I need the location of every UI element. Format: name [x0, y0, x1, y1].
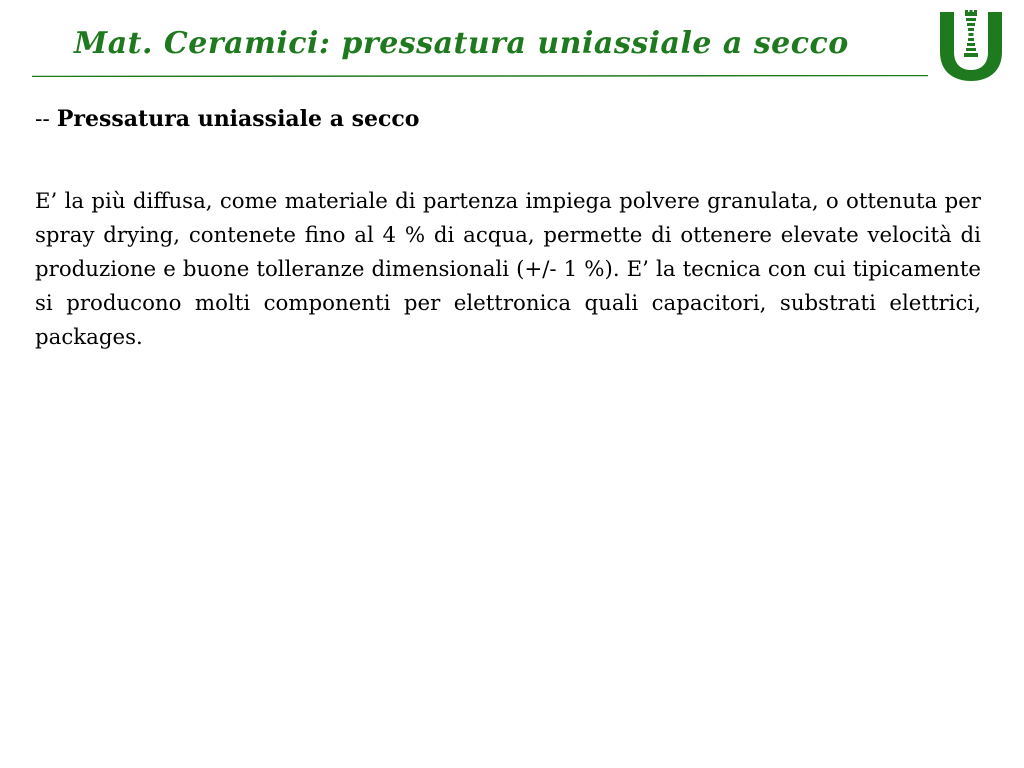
slide-title: Mat. Ceramici: pressatura uniassiale a secco [74, 26, 849, 61]
logo-tower-band-7 [966, 48, 976, 51]
logo-tower-base [964, 53, 978, 57]
logo-u-shape [940, 12, 1002, 81]
logo-tower-band-4 [969, 33, 974, 36]
logo-tower-band-1 [966, 18, 976, 21]
subtitle-dash: -- [35, 107, 50, 132]
logo-tower-band-5 [968, 38, 974, 41]
university-logo-icon [936, 10, 1006, 82]
section-subtitle [35, 104, 419, 135]
title-divider [32, 75, 928, 77]
subtitle-text: Pressatura uniassiale a secco [56, 106, 420, 132]
logo-tower-band-6 [967, 43, 975, 46]
logo-tower-band-3 [968, 28, 974, 31]
logo-tower-cap-right [974, 10, 977, 13]
body-paragraph: E’ la più diffusa, come materiale di partenza impiega polvere granulata, o ottenuta per spray drying, contenete fino al 4 % di acqua, permette di ottenere elevate velocità di produzione e buone tolleranze dimensionali (+/- 1 %). E’ la tecnica con cui tipicamente si producono molti componenti per elettronica quali capacitori, substrati elettrici, packages. [35, 189, 981, 350]
title-divider-line [32, 76, 928, 77]
logo-tower-cap-mid [970, 10, 973, 13]
logo-tower-cap-left [965, 10, 968, 13]
logo-tower-band-2 [967, 23, 975, 26]
